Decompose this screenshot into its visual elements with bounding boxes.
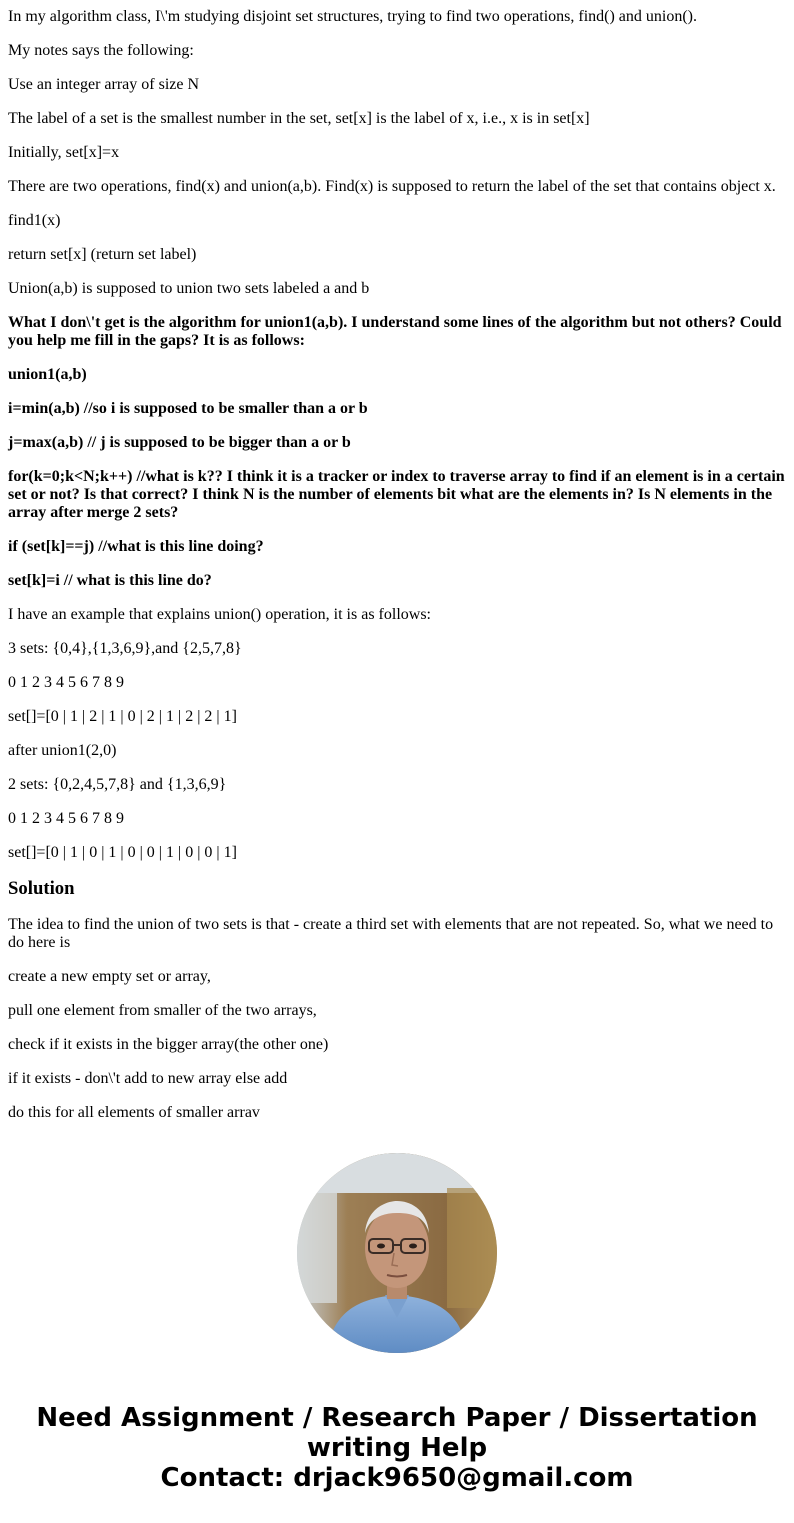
example-paragraph: set[]=[0 | 1 | 0 | 1 | 0 | 0 | 1 | 0 | 0 | 1] (8, 844, 237, 861)
example-paragraph: set[]=[0 | 1 | 2 | 1 | 0 | 2 | 1 | 2 | 2 | 1] (8, 708, 237, 725)
solution-paragraph: The idea to find the union of two sets is that - create a third set with elements that are not repeated. So, what we need to do here is (8, 916, 774, 951)
example-paragraph: 0 1 2 3 4 5 6 7 8 9 (8, 674, 124, 691)
contact-banner (0, 1403, 794, 1493)
solution-paragraph: if it exists - don\'t add to new array else add (8, 1070, 288, 1087)
solution-paragraph: check if it exists in the bigger array(the other one) (8, 1036, 329, 1053)
question-bold-paragraph: union1(a,b) (8, 366, 87, 383)
question-paragraph: My notes says the following: (8, 42, 194, 59)
solution-paragraph: do this for all elements of smaller arrav (8, 1104, 260, 1121)
banner-line: Need Assignment / Research Paper / Dissertation (36, 1403, 758, 1433)
question-paragraph: Union(a,b) is supposed to union two sets labeled a and b (8, 280, 370, 297)
solution-heading: Solution (8, 878, 75, 899)
portrait-image (297, 1153, 497, 1353)
question-bold-paragraph: i=min(a,b) //so i is supposed to be smaller than a or b (8, 400, 368, 417)
question-paragraph: The label of a set is the smallest number in the set, set[x] is the label of x, i.e., x is in set[x] (8, 110, 590, 127)
example-paragraph: 2 sets: {0,2,4,5,7,8} and {1,3,6,9} (8, 776, 227, 793)
question-paragraph: There are two operations, find(x) and union(a,b). Find(x) is supposed to return the label of the set that contains object x. (8, 178, 776, 195)
example-paragraph: I have an example that explains union() operation, it is as follows: (8, 606, 431, 623)
author-avatar (297, 1153, 497, 1353)
question-paragraph: Use an integer array of size N (8, 76, 200, 93)
question-bold-paragraph: j=max(a,b) // j is supposed to be bigger than a or b (8, 434, 351, 451)
question-bold-paragraph: for(k=0;k<N;k++) //what is k?? I think it is a tracker or index to traverse array to find if an element is in a certain set or not? Is that correct? I think N is the number of elements bit what are the elements in? Is N elements in the array after merge 2 sets? (8, 468, 785, 521)
question-bold-paragraph: if (set[k]==j) //what is this line doing? (8, 538, 264, 555)
example-paragraph: 3 sets: {0,4},{1,3,6,9},and {2,5,7,8} (8, 640, 242, 657)
example-paragraph: after union1(2,0) (8, 742, 117, 759)
question-bold-paragraph: set[k]=i // what is this line do? (8, 572, 212, 589)
question-paragraph: find1(x) (8, 212, 61, 229)
contact-email: Contact: drjack9650@gmail.com (160, 1463, 634, 1493)
avatar-photo (297, 1153, 497, 1353)
question-paragraph: Initially, set[x]=x (8, 144, 120, 161)
solution-paragraph: pull one element from smaller of the two arrays, (8, 1002, 317, 1019)
question-paragraph: In my algorithm class, I\'m studying disjoint set structures, trying to find two operations, find() and union(). (8, 8, 698, 25)
question-paragraph: return set[x] (return set label) (8, 246, 197, 263)
solution-paragraph: create a new empty set or array, (8, 968, 211, 985)
example-paragraph: 0 1 2 3 4 5 6 7 8 9 (8, 810, 124, 827)
question-bold-paragraph: What I don\'t get is the algorithm for union1(a,b). I understand some lines of the algorithm but not others? Could you help me fill in the gaps? It is as follows: (8, 314, 782, 349)
banner-line: writing Help (306, 1433, 488, 1463)
